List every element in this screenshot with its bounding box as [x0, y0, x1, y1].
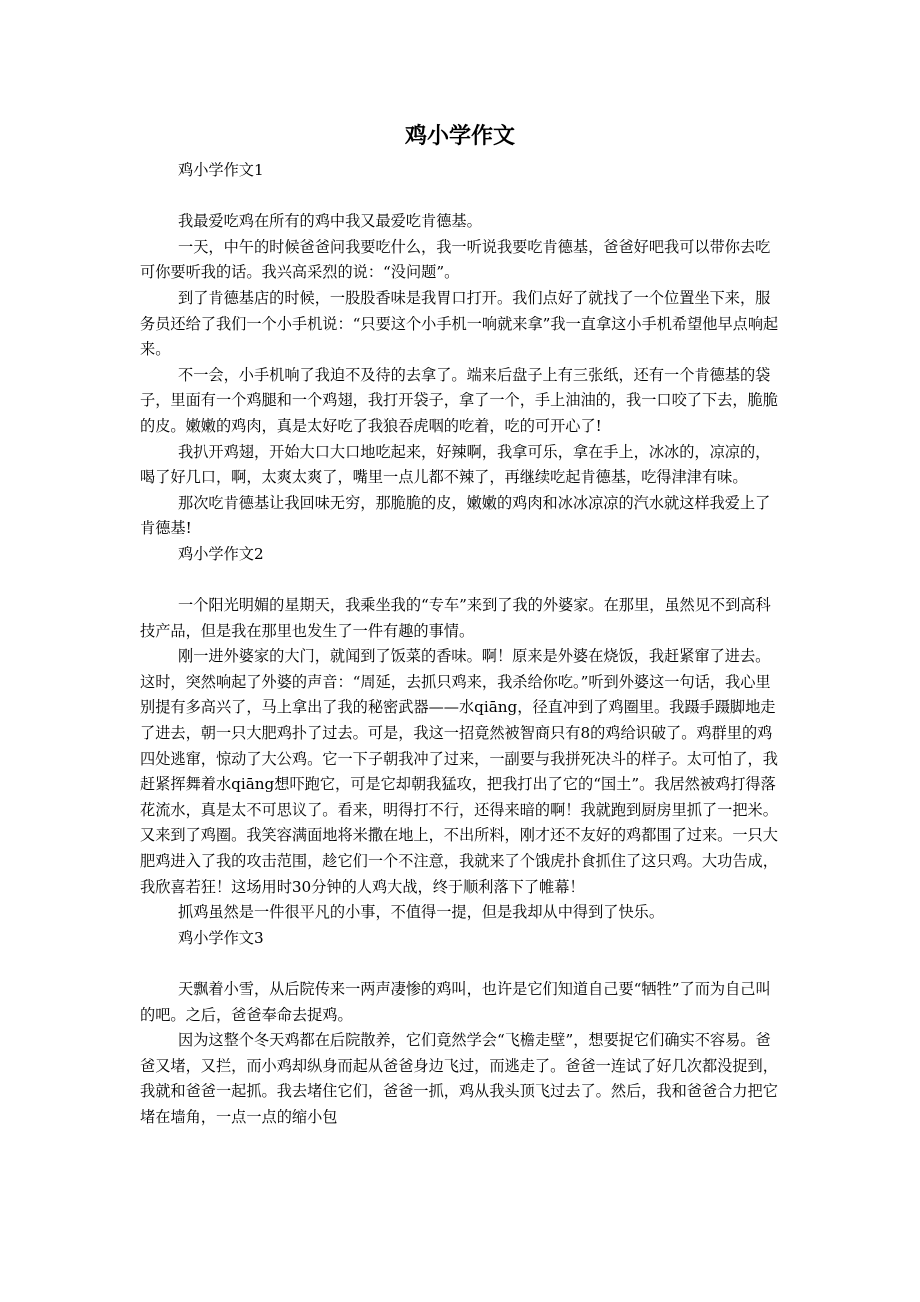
paragraph: 到了肯德基店的时候，一股股香味是我胃口打开。我们点好了就找了一个位置坐下来，服务员还给了我们一个小手机说：“只要这个小手机一响就来拿”我一直拿这小手机希望他早点响起来。	[140, 288, 779, 359]
paragraph: 因为这整个冬天鸡都在后院散养，它们竟然学会“飞檐走壁”，想要捉它们确实不容易。爸爸又堵，又拦，而小鸡却纵身而起从爸爸身边飞过，而逃走了。爸爸一连试了好几次都没捉到，我就和爸爸一起抓。我去堵住它们，爸爸一抓，鸡从我头顶飞过去了。然后，我和爸爸合力把它堵在墙角，一点一点的缩小包	[140, 1031, 778, 1126]
paragraph: 我最爱吃鸡在所有的鸡中我又最爱吃肯德基。	[178, 212, 482, 231]
section-heading: 鸡小学作文3	[178, 928, 264, 947]
paragraph: 一天，中午的时候爸爸问我要吃什么，我一听说我要吃肯德基，爸爸好吧我可以带你去吃可你要听我的话。我兴高采烈的说：“没问题”。	[140, 237, 771, 282]
blank-line	[140, 568, 780, 594]
paragraph: 不一会，小手机响了我迫不及待的去拿了。端来后盘子上有三张纸，还有一个肯德基的袋子，里面有一个鸡腿和一个鸡翅，我打开袋子，拿了一个，手上油油的，我一口咬了下去，脆脆的皮。嫩嫩的鸡肉，真是太好吃了我狼吞虎咽的吃着，吃的可开心了!	[140, 365, 778, 435]
paragraph: 刚一进外婆家的大门，就闻到了饭菜的香味。啊！原来是外婆在烧饭，我赶紧窜了进去。这时，突然响起了外婆的声音：“周延，去抓只鸡来，我杀给你吃。”听到外婆这一句话，我心里别提有多高兴了，马上拿出了我的秘密武器——水qiāng，径直冲到了鸡圈里。我蹑手蹑脚地走了进去，朝一只大肥鸡扑了过去。可是，我这一招竟然被智商只有8的鸡给识破了。鸡群里的鸡四处逃窜，惊动了大公鸡。它一下子朝我冲了过来，一副要与我拼死决斗的样子。太可怕了，我赶紧挥舞着水qiāng想吓跑它，可是它却朝我猛攻，把我打出了它的“国土”。我居然被鸡打得落花流水，真是太不可思议了。看来，明得打不行，还得来暗的啊！我就跑到厨房里抓了一把米。又来到了鸡圈。我笑容满面地将米撒在地上，不出所料，刚才还不友好的鸡都围了过来。一只大肥鸡进入了我的攻击范围，趁它们一个不注意，我就来了个饿虎扑食抓住了这只鸡。大功告成，我欣喜若狂！这场用时30分钟的人鸡大战，终于顺利落下了帷幕！	[140, 647, 778, 896]
paragraph: 一个阳光明媚的星期天，我乘坐我的“专车”来到了我的外婆家。在那里，虽然见不到高科技产品，但是我在那里也发生了一件有趣的事情。	[140, 596, 771, 640]
paragraph: 天飘着小雪，从后院传来一两声凄惨的鸡叫，也许是它们知道自己要“牺牲”了而为自己叫的吧。之后，爸爸奉命去捉鸡。	[140, 980, 771, 1024]
paragraph: 我扒开鸡翅，开始大口大口地吃起来，好辣啊，我拿可乐，拿在手上，冰冰的，凉凉的，喝了好几口，啊，太爽太爽了，嘴里一点儿都不辣了，再继续吃起肯德基，吃得津津有味。	[140, 442, 771, 487]
section-heading: 鸡小学作文2	[178, 544, 264, 563]
section-heading: 鸡小学作文1	[178, 161, 264, 179]
document-body	[140, 158, 780, 1131]
paragraph: 抓鸡虽然是一件很平凡的小事，不值得一提，但是我却从中得到了快乐。	[178, 903, 664, 922]
blank-line	[140, 184, 780, 210]
blank-line	[140, 951, 780, 977]
document-title: 鸡小学作文	[404, 123, 515, 149]
paragraph: 那次吃肯德基让我回味无穷，那脆脆的皮，嫩嫩的鸡肉和冰冰凉凉的汽水就这样我爱上了肯德基!	[140, 493, 771, 538]
